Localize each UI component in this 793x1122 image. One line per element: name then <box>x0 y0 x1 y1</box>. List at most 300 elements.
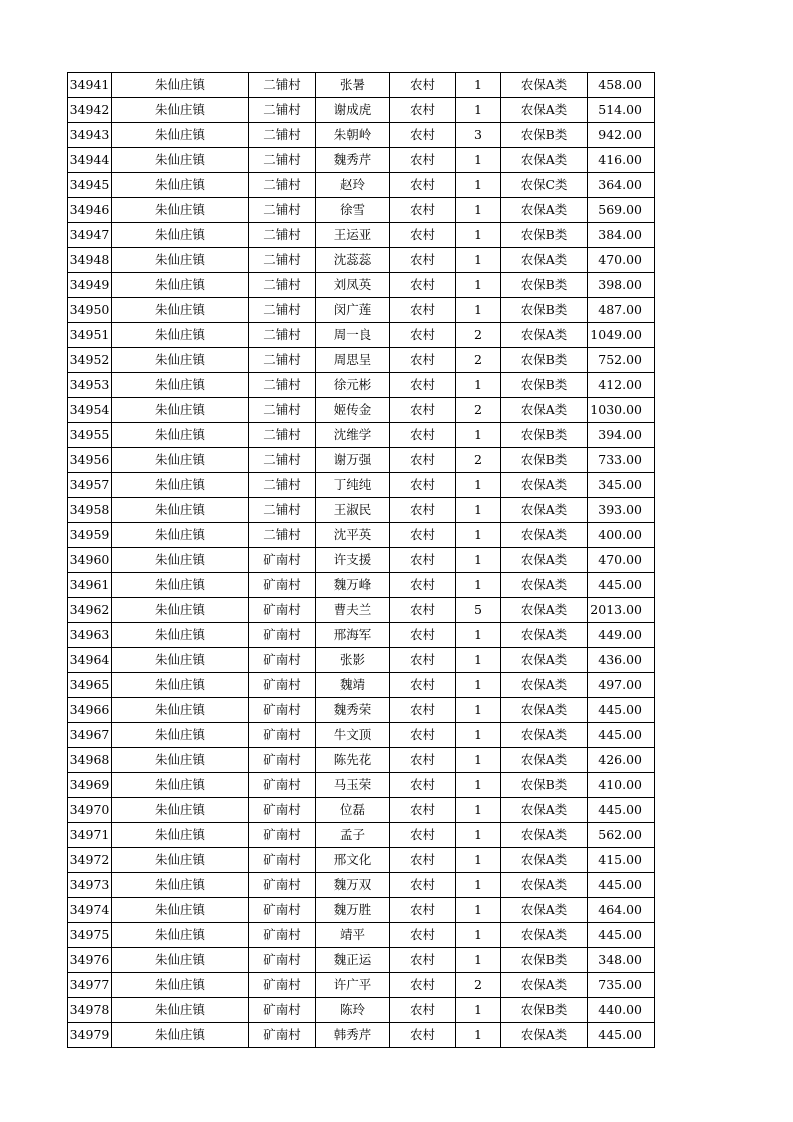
cell-record-id: 34973 <box>68 873 112 898</box>
cell-town: 朱仙庄镇 <box>112 273 249 298</box>
cell-record-id: 34978 <box>68 998 112 1023</box>
cell-record-id: 34947 <box>68 223 112 248</box>
cell-household-type: 农村 <box>390 998 456 1023</box>
cell-household-type: 农村 <box>390 98 456 123</box>
cell-insurance-category: 农保A类 <box>501 923 588 948</box>
cell-person-name: 魏正运 <box>316 948 390 973</box>
cell-amount: 752.00 <box>588 348 655 373</box>
table-row <box>68 873 655 898</box>
cell-amount: 364.00 <box>588 173 655 198</box>
cell-person-name: 姬传金 <box>316 398 390 423</box>
cell-town: 朱仙庄镇 <box>112 998 249 1023</box>
cell-member-count: 1 <box>456 73 501 98</box>
cell-person-name: 谢成虎 <box>316 98 390 123</box>
cell-town: 朱仙庄镇 <box>112 123 249 148</box>
cell-member-count: 1 <box>456 848 501 873</box>
cell-insurance-category: 农保A类 <box>501 198 588 223</box>
cell-member-count: 1 <box>456 473 501 498</box>
table-row <box>68 748 655 773</box>
cell-household-type: 农村 <box>390 573 456 598</box>
cell-household-type: 农村 <box>390 723 456 748</box>
cell-member-count: 1 <box>456 548 501 573</box>
cell-member-count: 1 <box>456 1023 501 1048</box>
cell-amount: 470.00 <box>588 248 655 273</box>
cell-household-type: 农村 <box>390 623 456 648</box>
table-row <box>68 848 655 873</box>
cell-member-count: 1 <box>456 748 501 773</box>
cell-person-name: 朱朝岭 <box>316 123 390 148</box>
cell-town: 朱仙庄镇 <box>112 598 249 623</box>
cell-person-name: 王淑民 <box>316 498 390 523</box>
table-row <box>68 573 655 598</box>
cell-town: 朱仙庄镇 <box>112 148 249 173</box>
cell-town: 朱仙庄镇 <box>112 73 249 98</box>
cell-insurance-category: 农保A类 <box>501 498 588 523</box>
cell-amount: 436.00 <box>588 648 655 673</box>
cell-record-id: 34970 <box>68 798 112 823</box>
cell-village: 矿南村 <box>249 573 316 598</box>
cell-amount: 348.00 <box>588 948 655 973</box>
cell-record-id: 34975 <box>68 923 112 948</box>
cell-amount: 440.00 <box>588 998 655 1023</box>
cell-town: 朱仙庄镇 <box>112 373 249 398</box>
cell-household-type: 农村 <box>390 1023 456 1048</box>
cell-record-id: 34951 <box>68 323 112 348</box>
cell-insurance-category: 农保A类 <box>501 748 588 773</box>
cell-insurance-category: 农保A类 <box>501 473 588 498</box>
cell-member-count: 2 <box>456 448 501 473</box>
cell-town: 朱仙庄镇 <box>112 923 249 948</box>
cell-town: 朱仙庄镇 <box>112 973 249 998</box>
cell-person-name: 许支援 <box>316 548 390 573</box>
cell-person-name: 魏秀芹 <box>316 148 390 173</box>
table-row <box>68 623 655 648</box>
cell-member-count: 2 <box>456 323 501 348</box>
cell-amount: 345.00 <box>588 473 655 498</box>
cell-amount: 562.00 <box>588 823 655 848</box>
table-row <box>68 723 655 748</box>
table-row <box>68 548 655 573</box>
cell-town: 朱仙庄镇 <box>112 573 249 598</box>
cell-household-type: 农村 <box>390 323 456 348</box>
cell-household-type: 农村 <box>390 798 456 823</box>
cell-person-name: 位磊 <box>316 798 390 823</box>
cell-amount: 1030.00 <box>588 398 655 423</box>
cell-household-type: 农村 <box>390 923 456 948</box>
cell-person-name: 魏靖 <box>316 673 390 698</box>
cell-household-type: 农村 <box>390 473 456 498</box>
cell-record-id: 34959 <box>68 523 112 548</box>
cell-person-name: 靖平 <box>316 923 390 948</box>
cell-town: 朱仙庄镇 <box>112 873 249 898</box>
cell-member-count: 3 <box>456 123 501 148</box>
cell-member-count: 1 <box>456 98 501 123</box>
cell-insurance-category: 农保A类 <box>501 623 588 648</box>
cell-record-id: 34956 <box>68 448 112 473</box>
table-row <box>68 523 655 548</box>
table-row <box>68 148 655 173</box>
cell-household-type: 农村 <box>390 648 456 673</box>
cell-record-id: 34960 <box>68 548 112 573</box>
cell-person-name: 孟子 <box>316 823 390 848</box>
table-row <box>68 948 655 973</box>
cell-record-id: 34962 <box>68 598 112 623</box>
table-row <box>68 123 655 148</box>
cell-amount: 445.00 <box>588 923 655 948</box>
cell-member-count: 1 <box>456 948 501 973</box>
cell-person-name: 赵玲 <box>316 173 390 198</box>
cell-village: 二铺村 <box>249 173 316 198</box>
cell-town: 朱仙庄镇 <box>112 823 249 848</box>
cell-town: 朱仙庄镇 <box>112 448 249 473</box>
cell-person-name: 沈维学 <box>316 423 390 448</box>
cell-household-type: 农村 <box>390 398 456 423</box>
cell-town: 朱仙庄镇 <box>112 198 249 223</box>
cell-member-count: 1 <box>456 248 501 273</box>
cell-household-type: 农村 <box>390 848 456 873</box>
table-row <box>68 73 655 98</box>
cell-amount: 733.00 <box>588 448 655 473</box>
cell-village: 矿南村 <box>249 848 316 873</box>
cell-village: 二铺村 <box>249 198 316 223</box>
table-row <box>68 248 655 273</box>
cell-town: 朱仙庄镇 <box>112 623 249 648</box>
cell-person-name: 魏秀荣 <box>316 698 390 723</box>
cell-household-type: 农村 <box>390 548 456 573</box>
cell-insurance-category: 农保A类 <box>501 648 588 673</box>
cell-person-name: 周一良 <box>316 323 390 348</box>
cell-town: 朱仙庄镇 <box>112 548 249 573</box>
cell-record-id: 34979 <box>68 1023 112 1048</box>
cell-town: 朱仙庄镇 <box>112 648 249 673</box>
cell-household-type: 农村 <box>390 373 456 398</box>
table-row <box>68 223 655 248</box>
cell-member-count: 1 <box>456 198 501 223</box>
cell-amount: 942.00 <box>588 123 655 148</box>
cell-record-id: 34969 <box>68 773 112 798</box>
cell-member-count: 1 <box>456 923 501 948</box>
cell-town: 朱仙庄镇 <box>112 848 249 873</box>
cell-person-name: 张暑 <box>316 73 390 98</box>
cell-amount: 569.00 <box>588 198 655 223</box>
cell-insurance-category: 农保A类 <box>501 323 588 348</box>
cell-village: 二铺村 <box>249 348 316 373</box>
cell-record-id: 34966 <box>68 698 112 723</box>
cell-town: 朱仙庄镇 <box>112 1023 249 1048</box>
cell-insurance-category: 农保A类 <box>501 98 588 123</box>
cell-member-count: 1 <box>456 823 501 848</box>
cell-record-id: 34961 <box>68 573 112 598</box>
cell-member-count: 1 <box>456 423 501 448</box>
table-row <box>68 648 655 673</box>
cell-person-name: 徐雪 <box>316 198 390 223</box>
cell-town: 朱仙庄镇 <box>112 798 249 823</box>
cell-record-id: 34952 <box>68 348 112 373</box>
cell-member-count: 1 <box>456 273 501 298</box>
cell-household-type: 农村 <box>390 123 456 148</box>
table-row <box>68 773 655 798</box>
cell-person-name: 周思呈 <box>316 348 390 373</box>
cell-insurance-category: 农保B类 <box>501 773 588 798</box>
cell-village: 二铺村 <box>249 273 316 298</box>
cell-village: 矿南村 <box>249 673 316 698</box>
table-row <box>68 998 655 1023</box>
cell-amount: 394.00 <box>588 423 655 448</box>
table-row <box>68 423 655 448</box>
cell-amount: 412.00 <box>588 373 655 398</box>
table-row <box>68 598 655 623</box>
cell-insurance-category: 农保A类 <box>501 148 588 173</box>
cell-record-id: 34965 <box>68 673 112 698</box>
cell-record-id: 34950 <box>68 298 112 323</box>
cell-village: 二铺村 <box>249 498 316 523</box>
cell-insurance-category: 农保A类 <box>501 573 588 598</box>
cell-member-count: 1 <box>456 798 501 823</box>
cell-person-name: 马玉荣 <box>316 773 390 798</box>
table-row <box>68 373 655 398</box>
cell-member-count: 1 <box>456 698 501 723</box>
cell-insurance-category: 农保B类 <box>501 423 588 448</box>
cell-village: 矿南村 <box>249 698 316 723</box>
table-row <box>68 298 655 323</box>
cell-member-count: 1 <box>456 573 501 598</box>
cell-record-id: 34976 <box>68 948 112 973</box>
cell-village: 矿南村 <box>249 748 316 773</box>
table-row <box>68 98 655 123</box>
cell-town: 朱仙庄镇 <box>112 298 249 323</box>
cell-household-type: 农村 <box>390 73 456 98</box>
cell-insurance-category: 农保B类 <box>501 273 588 298</box>
cell-town: 朱仙庄镇 <box>112 348 249 373</box>
cell-person-name: 刘凤英 <box>316 273 390 298</box>
cell-member-count: 1 <box>456 523 501 548</box>
cell-town: 朱仙庄镇 <box>112 898 249 923</box>
cell-person-name: 王运亚 <box>316 223 390 248</box>
cell-insurance-category: 农保A类 <box>501 698 588 723</box>
cell-amount: 2013.00 <box>588 598 655 623</box>
table-row <box>68 473 655 498</box>
cell-record-id: 34971 <box>68 823 112 848</box>
cell-member-count: 2 <box>456 348 501 373</box>
cell-record-id: 34942 <box>68 98 112 123</box>
cell-village: 矿南村 <box>249 598 316 623</box>
records-table <box>67 72 655 1048</box>
cell-village: 矿南村 <box>249 948 316 973</box>
cell-person-name: 韩秀芹 <box>316 1023 390 1048</box>
cell-record-id: 34946 <box>68 198 112 223</box>
cell-insurance-category: 农保B类 <box>501 948 588 973</box>
cell-person-name: 陈先花 <box>316 748 390 773</box>
cell-member-count: 2 <box>456 973 501 998</box>
cell-person-name: 邢海军 <box>316 623 390 648</box>
cell-town: 朱仙庄镇 <box>112 323 249 348</box>
cell-household-type: 农村 <box>390 298 456 323</box>
cell-household-type: 农村 <box>390 823 456 848</box>
cell-amount: 415.00 <box>588 848 655 873</box>
cell-amount: 1049.00 <box>588 323 655 348</box>
cell-person-name: 谢万强 <box>316 448 390 473</box>
cell-household-type: 农村 <box>390 673 456 698</box>
cell-amount: 449.00 <box>588 623 655 648</box>
cell-insurance-category: 农保A类 <box>501 848 588 873</box>
cell-amount: 464.00 <box>588 898 655 923</box>
table-row <box>68 673 655 698</box>
cell-household-type: 农村 <box>390 748 456 773</box>
records-table-body <box>68 73 655 1048</box>
cell-town: 朱仙庄镇 <box>112 223 249 248</box>
cell-record-id: 34954 <box>68 398 112 423</box>
cell-member-count: 1 <box>456 998 501 1023</box>
cell-insurance-category: 农保A类 <box>501 673 588 698</box>
cell-town: 朱仙庄镇 <box>112 673 249 698</box>
cell-person-name: 丁纯纯 <box>316 473 390 498</box>
cell-amount: 735.00 <box>588 973 655 998</box>
table-row <box>68 348 655 373</box>
cell-household-type: 农村 <box>390 348 456 373</box>
cell-amount: 445.00 <box>588 1023 655 1048</box>
cell-insurance-category: 农保B类 <box>501 998 588 1023</box>
cell-person-name: 曹夫兰 <box>316 598 390 623</box>
cell-record-id: 34955 <box>68 423 112 448</box>
cell-household-type: 农村 <box>390 173 456 198</box>
table-row <box>68 698 655 723</box>
cell-village: 二铺村 <box>249 298 316 323</box>
cell-record-id: 34963 <box>68 623 112 648</box>
cell-household-type: 农村 <box>390 973 456 998</box>
cell-person-name: 陈玲 <box>316 998 390 1023</box>
cell-person-name: 许广平 <box>316 973 390 998</box>
cell-person-name: 沈蕊蕊 <box>316 248 390 273</box>
cell-insurance-category: 农保A类 <box>501 398 588 423</box>
cell-person-name: 闵广莲 <box>316 298 390 323</box>
cell-household-type: 农村 <box>390 273 456 298</box>
cell-member-count: 1 <box>456 373 501 398</box>
cell-amount: 497.00 <box>588 673 655 698</box>
cell-member-count: 1 <box>456 623 501 648</box>
cell-village: 矿南村 <box>249 898 316 923</box>
cell-village: 矿南村 <box>249 798 316 823</box>
cell-town: 朱仙庄镇 <box>112 498 249 523</box>
table-row <box>68 498 655 523</box>
cell-village: 二铺村 <box>249 148 316 173</box>
cell-member-count: 1 <box>456 298 501 323</box>
cell-amount: 416.00 <box>588 148 655 173</box>
cell-village: 二铺村 <box>249 398 316 423</box>
cell-village: 矿南村 <box>249 823 316 848</box>
cell-household-type: 农村 <box>390 498 456 523</box>
cell-record-id: 34943 <box>68 123 112 148</box>
cell-household-type: 农村 <box>390 223 456 248</box>
cell-village: 矿南村 <box>249 973 316 998</box>
cell-amount: 445.00 <box>588 698 655 723</box>
cell-town: 朱仙庄镇 <box>112 523 249 548</box>
cell-amount: 445.00 <box>588 798 655 823</box>
cell-person-name: 邢文化 <box>316 848 390 873</box>
cell-insurance-category: 农保B类 <box>501 223 588 248</box>
cell-household-type: 农村 <box>390 873 456 898</box>
cell-insurance-category: 农保A类 <box>501 73 588 98</box>
cell-person-name: 徐元彬 <box>316 373 390 398</box>
cell-village: 二铺村 <box>249 523 316 548</box>
cell-insurance-category: 农保B类 <box>501 123 588 148</box>
cell-town: 朱仙庄镇 <box>112 748 249 773</box>
cell-town: 朱仙庄镇 <box>112 698 249 723</box>
table-row <box>68 923 655 948</box>
table-row <box>68 1023 655 1048</box>
cell-record-id: 34972 <box>68 848 112 873</box>
cell-member-count: 1 <box>456 173 501 198</box>
cell-village: 矿南村 <box>249 923 316 948</box>
cell-village: 二铺村 <box>249 248 316 273</box>
cell-record-id: 34949 <box>68 273 112 298</box>
cell-amount: 445.00 <box>588 873 655 898</box>
cell-record-id: 34957 <box>68 473 112 498</box>
cell-insurance-category: 农保A类 <box>501 548 588 573</box>
cell-record-id: 34964 <box>68 648 112 673</box>
cell-record-id: 34948 <box>68 248 112 273</box>
cell-village: 二铺村 <box>249 473 316 498</box>
cell-town: 朱仙庄镇 <box>112 423 249 448</box>
table-row <box>68 973 655 998</box>
cell-insurance-category: 农保A类 <box>501 723 588 748</box>
cell-insurance-category: 农保A类 <box>501 523 588 548</box>
cell-household-type: 农村 <box>390 773 456 798</box>
cell-insurance-category: 农保B类 <box>501 298 588 323</box>
cell-member-count: 1 <box>456 873 501 898</box>
table-row <box>68 448 655 473</box>
cell-record-id: 34974 <box>68 898 112 923</box>
cell-village: 二铺村 <box>249 323 316 348</box>
cell-insurance-category: 农保B类 <box>501 448 588 473</box>
cell-insurance-category: 农保A类 <box>501 248 588 273</box>
cell-town: 朱仙庄镇 <box>112 248 249 273</box>
cell-amount: 398.00 <box>588 273 655 298</box>
cell-village: 矿南村 <box>249 548 316 573</box>
cell-town: 朱仙庄镇 <box>112 98 249 123</box>
cell-person-name: 魏万胜 <box>316 898 390 923</box>
cell-household-type: 农村 <box>390 148 456 173</box>
cell-record-id: 34953 <box>68 373 112 398</box>
cell-village: 二铺村 <box>249 223 316 248</box>
cell-member-count: 1 <box>456 223 501 248</box>
cell-person-name: 魏万双 <box>316 873 390 898</box>
cell-household-type: 农村 <box>390 523 456 548</box>
cell-household-type: 农村 <box>390 948 456 973</box>
cell-person-name: 牛文顶 <box>316 723 390 748</box>
cell-insurance-category: 农保A类 <box>501 898 588 923</box>
cell-village: 二铺村 <box>249 98 316 123</box>
cell-household-type: 农村 <box>390 448 456 473</box>
cell-village: 矿南村 <box>249 723 316 748</box>
cell-person-name: 沈平英 <box>316 523 390 548</box>
table-row <box>68 798 655 823</box>
table-row <box>68 273 655 298</box>
cell-household-type: 农村 <box>390 598 456 623</box>
cell-insurance-category: 农保A类 <box>501 873 588 898</box>
table-row <box>68 823 655 848</box>
table-row <box>68 323 655 348</box>
cell-insurance-category: 农保A类 <box>501 823 588 848</box>
cell-village: 矿南村 <box>249 873 316 898</box>
cell-village: 矿南村 <box>249 998 316 1023</box>
cell-village: 二铺村 <box>249 73 316 98</box>
cell-town: 朱仙庄镇 <box>112 723 249 748</box>
cell-member-count: 1 <box>456 898 501 923</box>
cell-record-id: 34941 <box>68 73 112 98</box>
cell-amount: 410.00 <box>588 773 655 798</box>
cell-village: 矿南村 <box>249 1023 316 1048</box>
cell-village: 矿南村 <box>249 773 316 798</box>
